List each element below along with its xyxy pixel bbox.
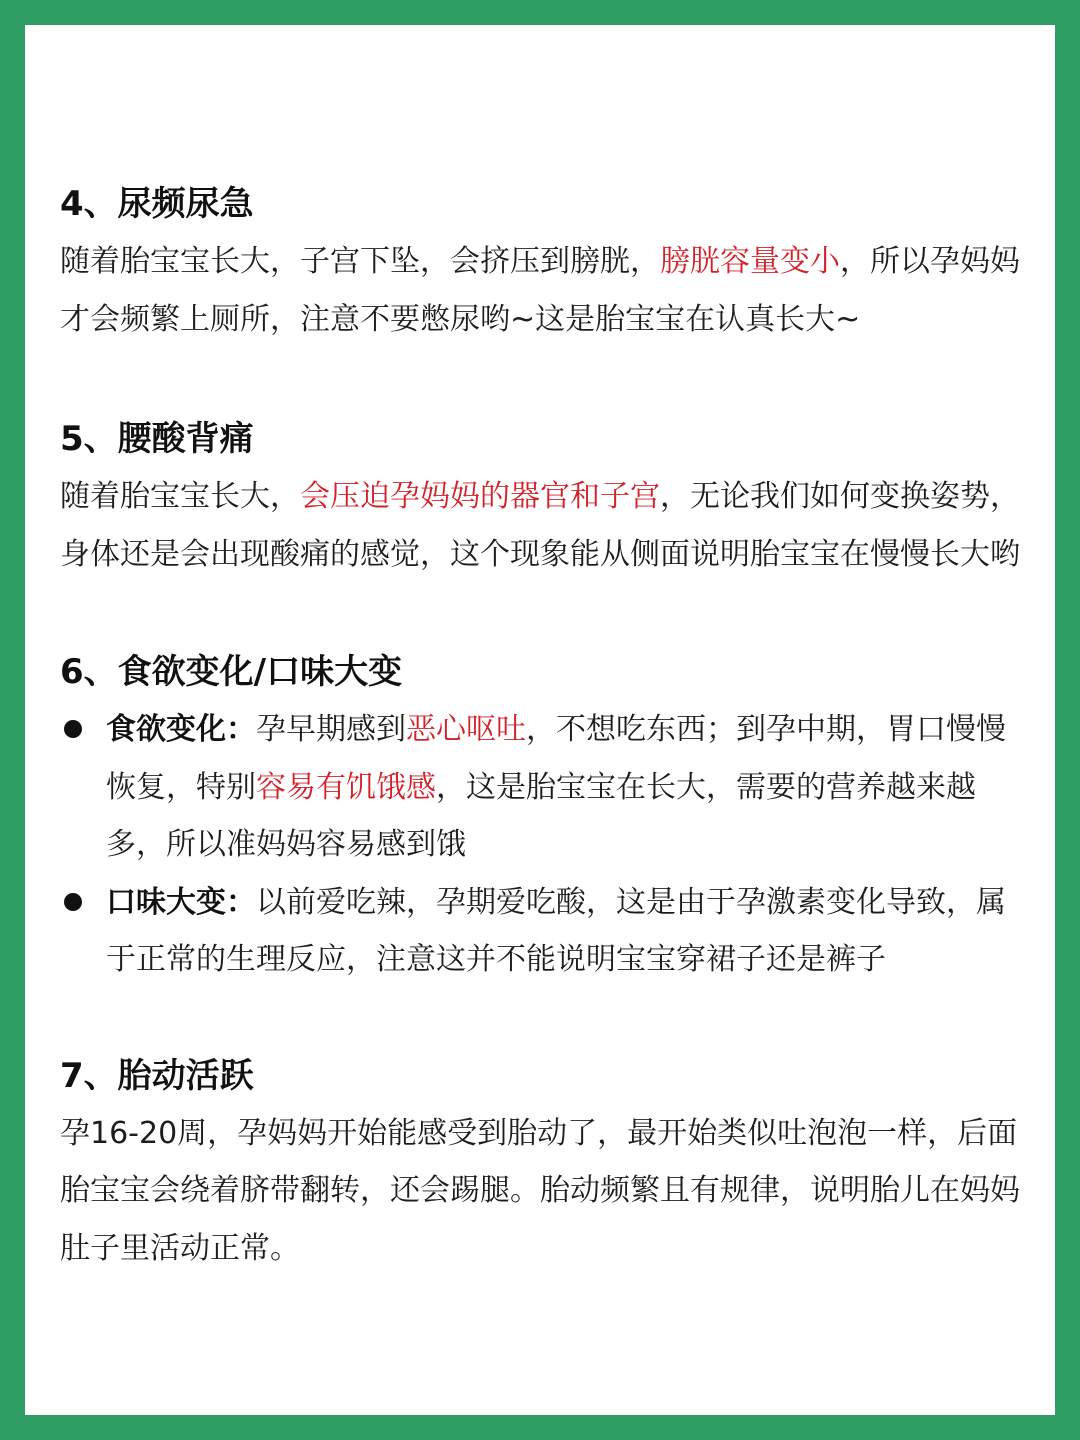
section-paragraph: [60, 468, 1025, 583]
highlight-text: 恶心呕吐: [406, 712, 526, 747]
section-heading: 4、尿频尿急: [60, 184, 254, 224]
text-run: ，这是胎宝宝在长大，需要的营养越来越多，所以准妈妈容易感到饿: [106, 769, 976, 862]
text-run: 孕16-20周，孕妈妈开始能感受到胎动了，最开始类似吐泡泡一样，后面胎宝宝会绕着脐带翻转，还会踢腿。胎动频繁且有规律，说明胎儿在妈妈肚子里活动正常。: [60, 1115, 1020, 1266]
section-gap: [60, 989, 1025, 1047]
bullet-term: 食欲变化：: [106, 712, 256, 747]
section-appetite-change: [60, 643, 1025, 989]
highlight-text: 膀胱容量变小: [660, 244, 840, 279]
section-gap: [60, 348, 1025, 410]
section-paragraph: [60, 233, 1025, 348]
text-run: 随着胎宝宝长大，: [60, 479, 300, 514]
section-frequent-urination: [60, 175, 1025, 348]
text-run: ，无论我们如何变换姿势，身体还是会出现酸痛的感觉，这个现象能从侧面说明胎宝宝在慢慢长大哟: [60, 479, 1020, 572]
section-back-pain: [60, 410, 1025, 583]
bullet-term: 口味大变：: [106, 884, 256, 920]
highlight-text: 会压迫孕妈妈的器官和子宫: [300, 479, 660, 514]
text-run: ，不想吃东西；到孕中期，胃口慢慢恢复，特别: [106, 712, 1006, 805]
text-run: 以前爱吃辣，孕期爱吃酸，这是由于孕激素变化导致，属于正常的生理反应，注意这并不能说明宝宝穿裙子还是裤子: [106, 884, 1006, 977]
text-run: 孕早期感到: [256, 712, 406, 747]
highlight-text: 容易有饥饿感: [256, 769, 436, 805]
section-gap: [60, 583, 1025, 643]
list-item: [60, 874, 1025, 989]
section-heading: 6、食欲变化/口味大变: [60, 652, 403, 692]
section-heading: 7、胎动活跃: [60, 1055, 254, 1096]
bullet-dot-icon: [64, 893, 82, 911]
article-body: [60, 175, 1025, 1277]
text-run: ，所以孕妈妈才会频繁上厕所，注意不要憋尿哟~这是胎宝宝在认真长大~: [60, 244, 1020, 337]
section-paragraph: [60, 1105, 1025, 1278]
section-heading: 5、腰酸背痛: [60, 419, 254, 459]
list-item: [60, 701, 1025, 874]
content-card: [25, 25, 1055, 1415]
text-run: 随着胎宝宝长大，子宫下坠，会挤压到膀胱，: [60, 244, 660, 279]
section-fetal-movement: [60, 1047, 1025, 1278]
bullet-dot-icon: [64, 720, 82, 738]
